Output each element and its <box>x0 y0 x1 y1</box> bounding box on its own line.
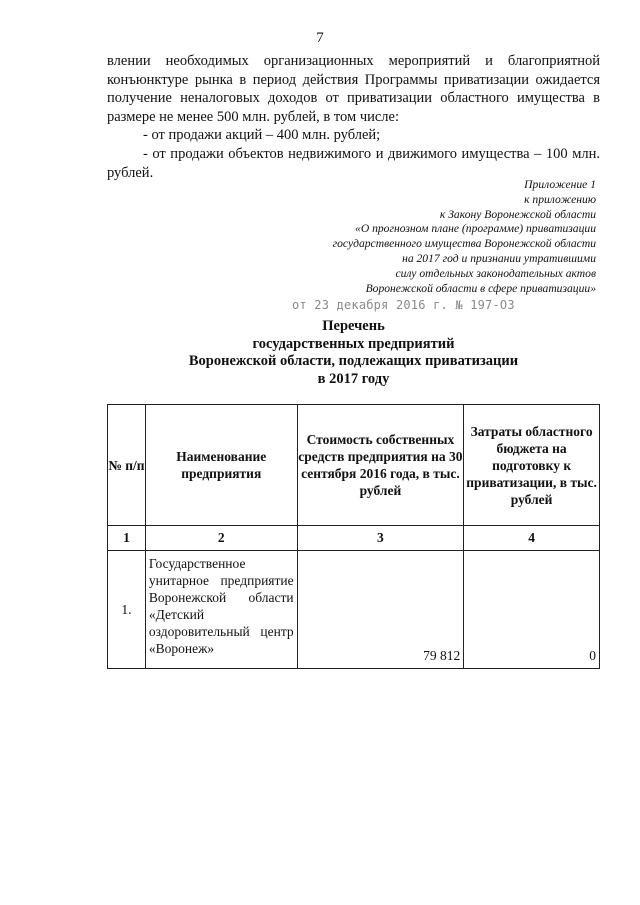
row-costs-value: 0 <box>464 551 600 669</box>
appendix-line: силу отдельных законодательных актов <box>395 266 596 280</box>
header-equity: Стоимость собственных средств предприятия на 30 сентября 2016 года, в тыс. рублей <box>297 405 464 526</box>
header-number: № п/п <box>108 405 146 526</box>
body-item-shares: - от продажи акций – 400 млн. рублей; <box>143 127 381 144</box>
appendix-block <box>256 178 596 296</box>
date-stamp: от 23 декабря 2016 г. № 197-ОЗ <box>292 298 515 312</box>
enterprises-table <box>107 404 600 669</box>
title-line: Перечень <box>322 318 385 334</box>
table-row <box>108 551 600 669</box>
column-number: 3 <box>297 526 464 551</box>
appendix-line: Воронежской области в сфере приватизации» <box>365 281 596 295</box>
column-number: 1 <box>108 526 146 551</box>
column-number: 2 <box>145 526 297 551</box>
table-header-row <box>108 405 600 526</box>
body-text <box>107 52 600 182</box>
column-number: 4 <box>464 526 600 551</box>
appendix-line: на 2017 год и признании утратившими <box>402 251 596 265</box>
row-equity-value: 79 812 <box>297 551 464 669</box>
column-numbers-row <box>108 526 600 551</box>
title-line: в 2017 году <box>317 370 390 387</box>
appendix-line: государственного имущества Воронежской области <box>332 237 596 251</box>
body-paragraph: влении необходимых организационных мероприятий и благоприятной конъюнктуре рынка в период действия Программы приватизации ожидается получение неналоговых доходов от приватизации областного имущества в размере не менее 500 млн. рублей, в том числе: <box>107 53 600 125</box>
title-line: государственных предприятий <box>252 335 455 352</box>
appendix-line: к Закону Воронежской области <box>439 207 596 221</box>
appendix-line: «О прогнозном плане (программе) приватизации <box>355 222 596 236</box>
row-enterprise-name: Государственное унитарное предприятие Воронежской области «Детский оздоровительный центр «Воронеж» <box>145 551 297 669</box>
list-title <box>107 318 600 388</box>
page-number: 7 <box>316 30 324 46</box>
title-line: Воронежской области, подлежащих приватизации <box>188 353 519 369</box>
appendix-line: к приложению <box>524 192 596 206</box>
header-name: Наименование предприятия <box>145 405 297 526</box>
appendix-line: Приложение 1 <box>524 178 596 191</box>
header-costs: Затраты областного бюджета на подготовку к приватизации, в тыс. рублей <box>464 405 600 526</box>
body-item-property: - от продажи объектов недвижимого и движимого имущества – 100 млн. рублей. <box>107 145 600 181</box>
row-index: 1. <box>108 551 146 669</box>
